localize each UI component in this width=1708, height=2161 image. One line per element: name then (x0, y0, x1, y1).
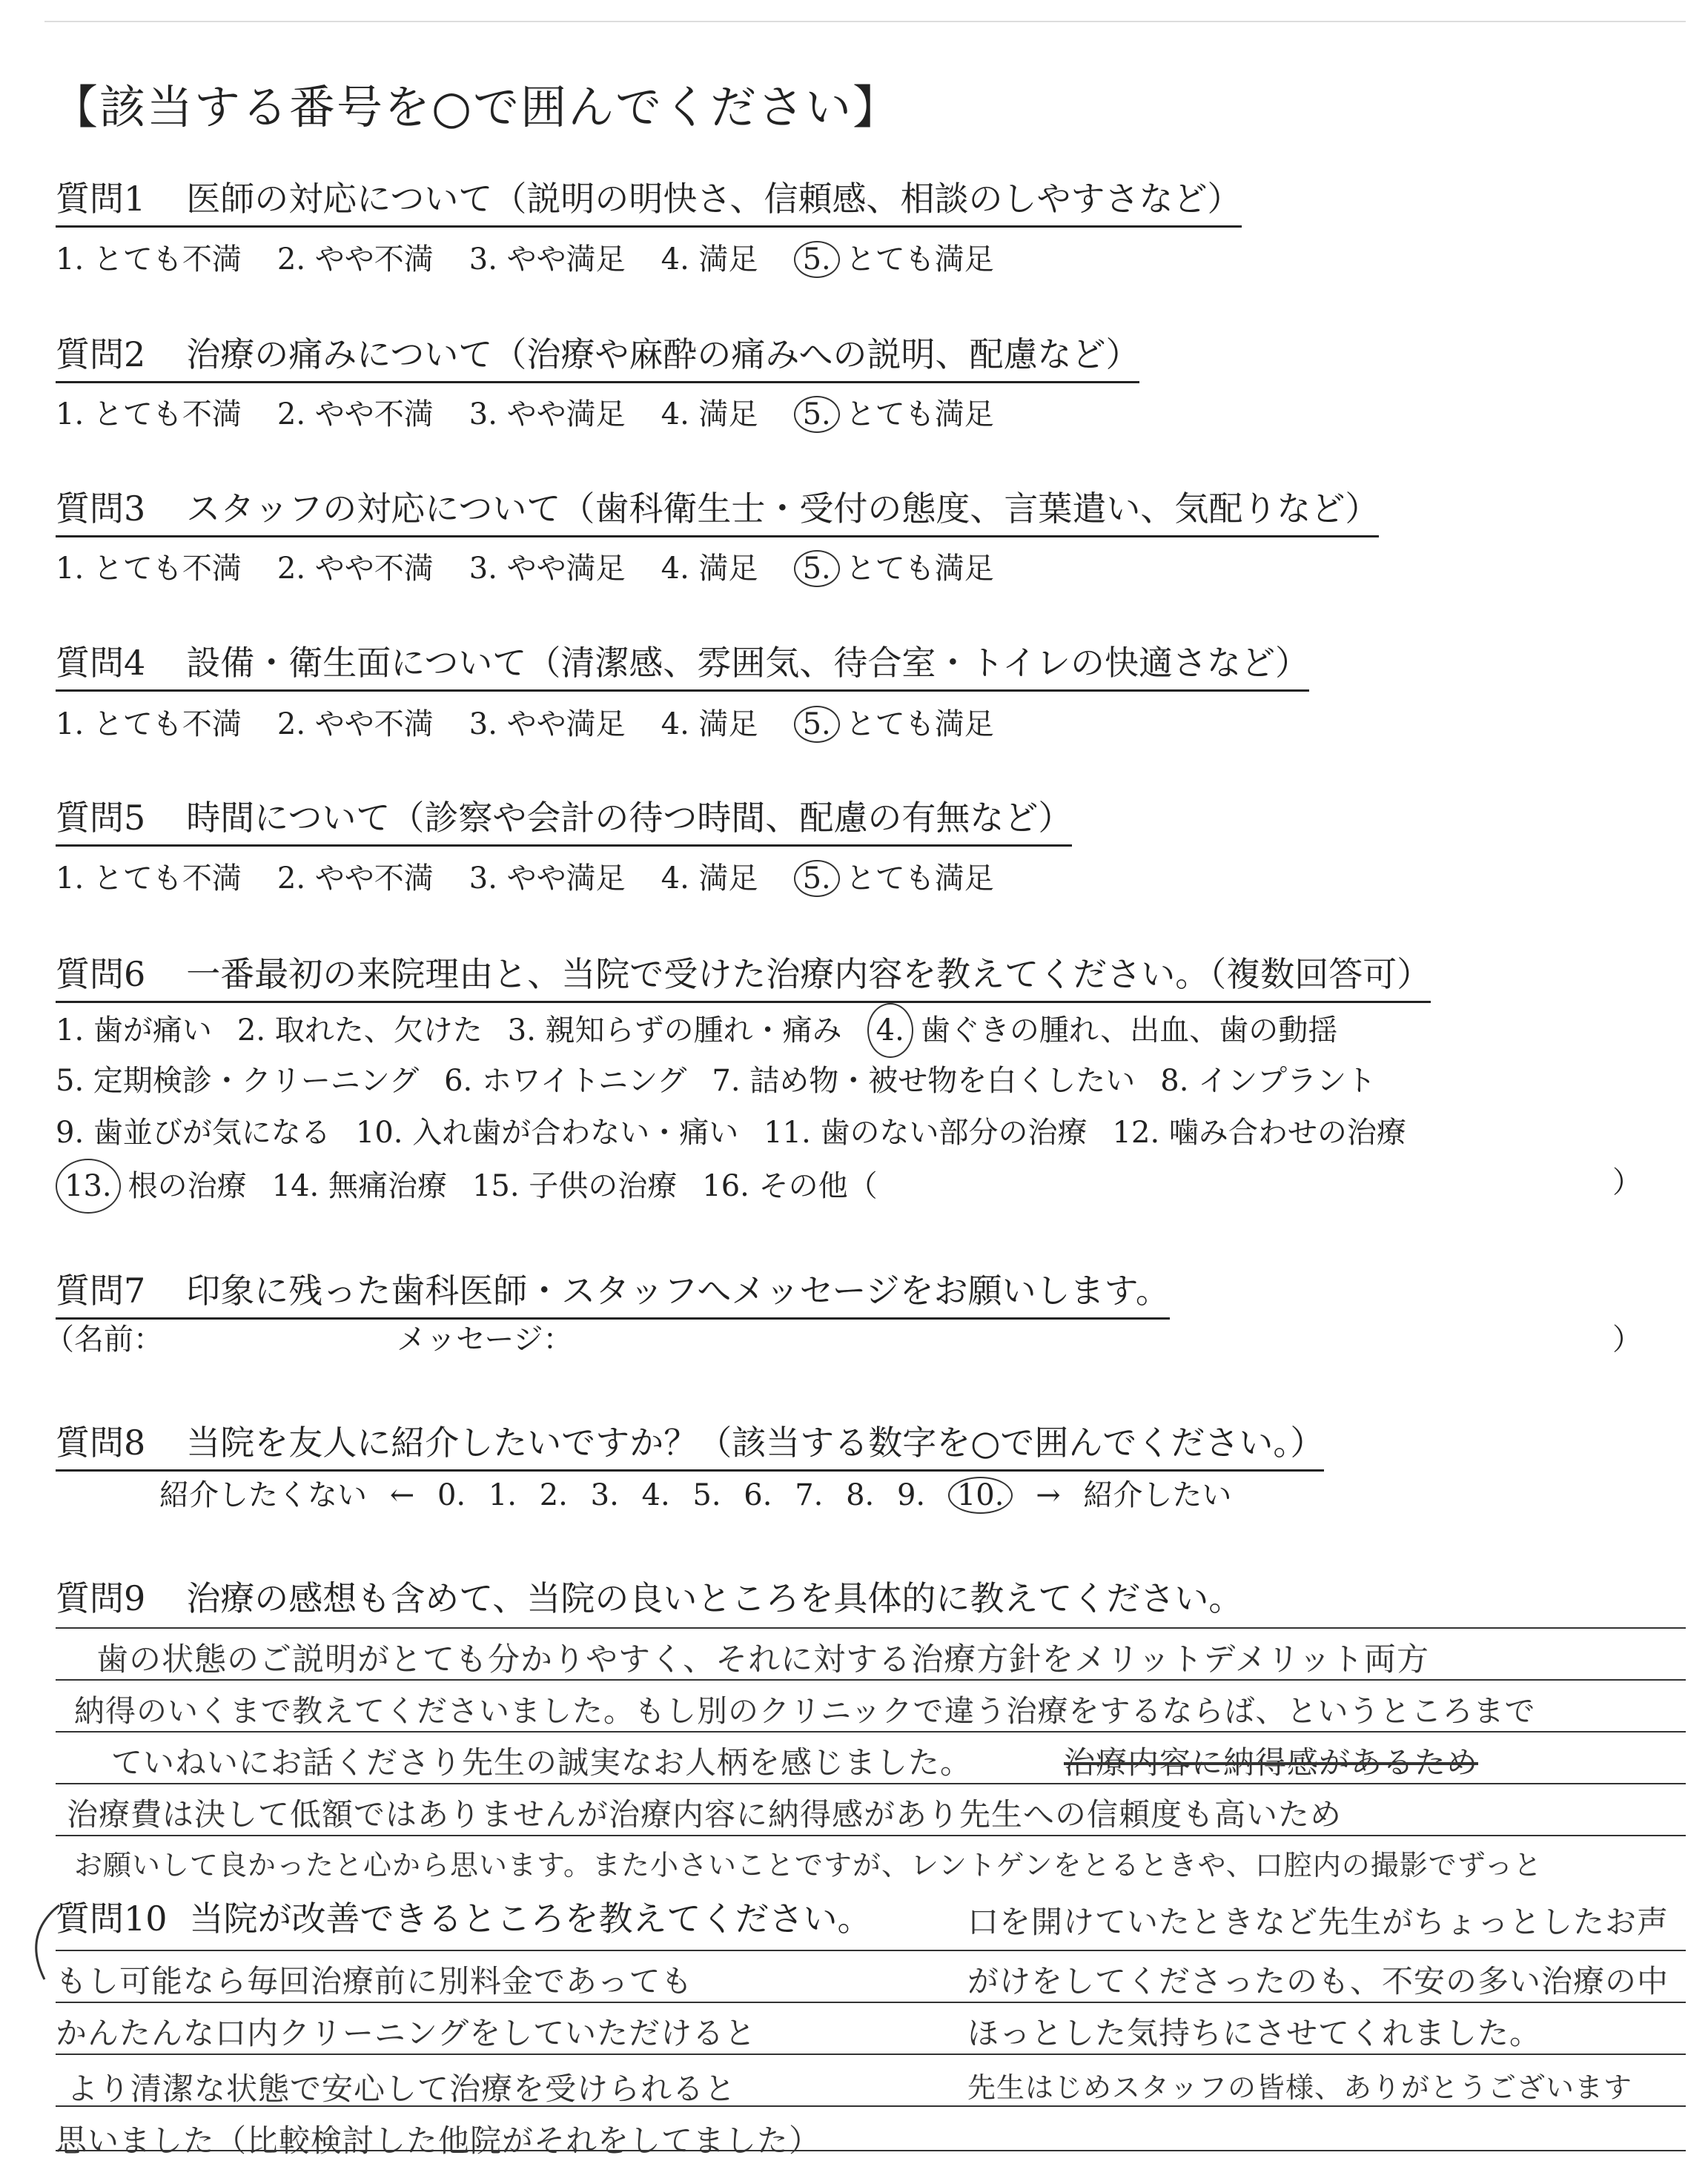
question-2-text: 治療の痛みについて（治療や麻酔の痛みへの説明、配慮など） (186, 334, 1140, 374)
q6-option-8[interactable]: 8. インプラント (1160, 1064, 1377, 1098)
option-2[interactable]: 2. やや不満 (277, 552, 434, 586)
q6-row-4 (56, 1159, 1431, 1211)
q6-option-3[interactable]: 3. 親知らずの腫れ・痛み (507, 1013, 842, 1048)
question-1-text: 医師の対応について（説明の明快さ、信頼感、相談のしやすさなど） (186, 179, 1242, 219)
question-8-number: 質問8 (56, 1423, 146, 1463)
option-1[interactable]: 1. とても不満 (56, 397, 242, 431)
option-1[interactable]: 1. とても不満 (56, 861, 242, 896)
q9-handwriting-3: ていねいにお話くださり先生の誠実なお人柄を感じました。 (111, 1744, 973, 1781)
option-2[interactable]: 2. やや不満 (277, 707, 434, 741)
q9-handwriting-2: 納得のいくまで教えてくださいました。もし別のクリニックで違う治療をするならば、というところまで (74, 1693, 1536, 1729)
question-2 (56, 328, 1139, 383)
q8-score-3[interactable]: 3. (590, 1478, 619, 1512)
q6-option-16[interactable]: 16. その他（ (702, 1169, 878, 1203)
q10-handwriting-3: より清潔な状態で安心して治療を受けられると (67, 2071, 737, 2107)
q10-handwriting-1: もし可能なら毎回治療前に別料金であっても (56, 1963, 693, 1999)
q10-rule-2 (56, 2002, 1686, 2003)
question-7-heading (56, 1264, 1170, 1320)
question-4-heading (56, 636, 1309, 692)
q6-option-4-label: 歯ぐきの腫れ、出血、歯の動揺 (920, 1013, 1338, 1048)
option-3[interactable]: 3. やや満足 (469, 552, 626, 586)
top-divider (44, 21, 1686, 22)
question-2-heading (56, 328, 1139, 383)
question-5-number: 質問5 (56, 798, 146, 838)
q7-message-label: メッセージ： (397, 1323, 573, 1357)
page-title: 【該当する番号を○で囲んでください】 (52, 80, 901, 134)
q8-score-6[interactable]: 6. (744, 1478, 772, 1512)
question-8-heading (56, 1416, 1324, 1472)
option-1[interactable]: 1. とても不満 (56, 242, 242, 277)
question-5 (56, 791, 1072, 847)
question-5-heading (56, 791, 1072, 847)
q8-score-2[interactable]: 2. (539, 1478, 568, 1512)
question-1-number: 質問1 (56, 179, 146, 219)
q6-option-1[interactable]: 1. 歯が痛い (56, 1013, 212, 1048)
q9-handwriting-1: 歯の状態のご説明がとても分かりやすく、それに対する治療方針をメリットデメリット両方 (96, 1641, 1429, 1678)
question-6-heading (56, 947, 1431, 1003)
option-4[interactable]: 4. 満足 (661, 552, 758, 586)
option-5-label: とても満足 (845, 242, 994, 277)
q9-handwriting-5: お願いして良かったと心から思います。また小さいことですが、レントゲンをとるときや、口腔内の撮影でずっと (74, 1849, 1543, 1882)
q8-score-8[interactable]: 8. (846, 1478, 875, 1512)
option-5-circled[interactable]: 5. (794, 241, 840, 278)
question-6-options (56, 1003, 1431, 1211)
question-2-number: 質問2 (56, 334, 146, 374)
q6-option-12[interactable]: 12. 噛み合わせの治療 (1112, 1116, 1406, 1150)
continuation-bracket-icon (15, 1898, 67, 1987)
q6-option-11[interactable]: 11. 歯のない部分の治療 (764, 1116, 1088, 1150)
option-5-circled[interactable]: 5. (794, 396, 840, 433)
option-3[interactable]: 3. やや満足 (469, 707, 626, 741)
option-5-label: とても満足 (845, 861, 994, 896)
question-9-number: 質問9 (56, 1578, 146, 1618)
option-4[interactable]: 4. 満足 (661, 397, 758, 431)
q10-rule-3 (56, 2054, 1686, 2055)
question-6-text: 一番最初の来院理由と、当院で受けた治療内容を教えてください。（複数回答可） (186, 954, 1431, 994)
question-1 (56, 172, 1242, 228)
option-2[interactable]: 2. やや不満 (277, 861, 434, 896)
q6-option-13-circled[interactable]: 13. (56, 1169, 121, 1203)
q7-close: ） (1612, 1323, 1642, 1357)
question-4 (56, 636, 1309, 692)
question-6 (56, 947, 1431, 1003)
question-9-text: 治療の感想も含めて、当院の良いところを具体的に教えてください。 (186, 1578, 1243, 1618)
q10-handwriting-2: かんたんな口内クリーニングをしていただけると (56, 2015, 757, 2051)
q8-score-10-circled[interactable]: 10. (948, 1477, 1013, 1514)
question-3-number: 質問3 (56, 489, 146, 529)
question-9 (56, 1572, 1242, 1625)
option-3[interactable]: 3. やや満足 (469, 397, 626, 431)
q8-score-4[interactable]: 4. (641, 1478, 670, 1512)
q10-rule-1 (56, 1950, 1686, 1951)
question-1-options (56, 236, 1030, 278)
q9-handwriting-9: 先生はじめスタッフの皆様、ありがとうございます (967, 2071, 1633, 2104)
q9-handwriting-6: 口を開けていたときなど先生がちょっとしたお声 (967, 1904, 1669, 1940)
question-9-heading (56, 1572, 1242, 1625)
question-4-options (56, 701, 1030, 743)
question-7-text: 印象に残った歯科医師・スタッフへメッセージをお願いします。 (186, 1271, 1170, 1311)
question-7-number: 質問7 (56, 1271, 146, 1311)
q6-row-2 (56, 1055, 1431, 1107)
question-4-text: 設備・衛生面について（清潔感、雰囲気、待合室・トイレの快適さなど） (186, 643, 1310, 683)
q6-option-13-label: 根の治療 (128, 1169, 247, 1203)
option-3[interactable]: 3. やや満足 (469, 861, 626, 896)
q9-rule-3 (56, 1731, 1686, 1733)
q6-option-14[interactable]: 14. 無痛治療 (271, 1169, 447, 1203)
option-2[interactable]: 2. やや不満 (277, 242, 434, 277)
question-10-heading (56, 1892, 872, 1945)
q8-score-5[interactable]: 5. (692, 1478, 721, 1512)
option-5-label: とても満足 (845, 552, 994, 586)
question-4-number: 質問4 (56, 643, 146, 683)
q6-row-1 (56, 1003, 1431, 1055)
q8-scale (159, 1472, 1231, 1514)
q6-option-2[interactable]: 2. 取れた、欠けた (236, 1013, 483, 1048)
question-10-text: 当院が改善できるところを教えてください。 (189, 1899, 872, 1939)
option-4[interactable]: 4. 満足 (661, 707, 758, 741)
option-1[interactable]: 1. とても不満 (56, 707, 242, 741)
q9-rule-4 (56, 1783, 1686, 1784)
q9-rule-1 (56, 1627, 1686, 1629)
question-3-heading (56, 482, 1379, 537)
q7-name-label: （名前： (44, 1323, 163, 1357)
q6-option-15[interactable]: 15. 子供の治療 (471, 1169, 678, 1203)
q8-score-0[interactable]: 0. (437, 1478, 466, 1512)
question-1-heading (56, 172, 1242, 228)
q6-option-9[interactable]: 9. 歯並びが気になる (56, 1116, 331, 1150)
q8-score-1[interactable]: 1. (488, 1478, 517, 1512)
q9-struck-text: 治療内容に納得感があるため (1064, 1744, 1479, 1781)
q9-handwriting-4: 治療費は決して低額ではありませんが治療内容に納得感があり先生への信頼度も高いため (67, 1796, 1343, 1833)
option-5-circled[interactable]: 5. (794, 860, 840, 897)
option-5-circled[interactable]: 5. (794, 706, 840, 743)
q9-rule-5 (56, 1835, 1686, 1836)
q8-left-label: 紹介したくない ← (159, 1478, 415, 1512)
q9-handwriting-7: がけをしてくださったのも、不安の多い治療の中 (967, 1963, 1669, 1999)
option-5-label: とても満足 (845, 707, 994, 741)
q6-row-3 (56, 1107, 1431, 1159)
question-5-text: 時間について（診察や会計の待つ時間、配慮の有無など） (186, 798, 1073, 838)
option-1[interactable]: 1. とても不満 (56, 552, 242, 586)
option-3[interactable]: 3. やや満足 (469, 242, 626, 277)
option-5-circled[interactable]: 5. (794, 550, 840, 587)
question-10-number: 質問10 (56, 1899, 168, 1939)
q10-handwriting-4: 思いました（比較検討した他院がそれをしてました） (56, 2122, 821, 2159)
q6-option-10[interactable]: 10. 入れ歯が合わない・痛い (355, 1116, 739, 1150)
q9-handwriting-8: ほっとした気持ちにさせてくれました。 (967, 2015, 1542, 2051)
option-2[interactable]: 2. やや不満 (277, 397, 434, 431)
q8-score-9[interactable]: 9. (896, 1478, 926, 1512)
question-3 (56, 482, 1379, 537)
question-10 (56, 1892, 872, 1945)
option-4[interactable]: 4. 満足 (661, 861, 758, 896)
q6-option-5[interactable]: 5. 定期検診・クリーニング (56, 1064, 420, 1098)
q6-option-6[interactable]: 6. ホワイトニング (444, 1064, 687, 1098)
q8-right-label: → 紹介したい (1036, 1478, 1232, 1512)
q6-other-close: ） (1612, 1165, 1642, 1199)
question-3-text: スタッフの対応について（歯科衛生士・受付の態度、言葉遣い、気配りなど） (186, 489, 1380, 529)
q6-option-7[interactable]: 7. 詰め物・被せ物を白くしたい (712, 1064, 1136, 1098)
question-7 (56, 1264, 1170, 1320)
q6-option-4-circled[interactable]: 4. (867, 1013, 913, 1048)
question-3-options (56, 545, 1030, 587)
q8-score-7[interactable]: 7. (795, 1478, 824, 1512)
question-8-text: 当院を友人に紹介したいですか？（該当する数字を○で囲んでください。） (186, 1423, 1325, 1463)
question-6-number: 質問6 (56, 954, 146, 994)
option-5-label: とても満足 (845, 397, 994, 431)
question-5-options (56, 855, 1030, 897)
option-4[interactable]: 4. 満足 (661, 242, 758, 277)
question-8 (56, 1416, 1324, 1472)
question-2-options (56, 391, 1030, 433)
